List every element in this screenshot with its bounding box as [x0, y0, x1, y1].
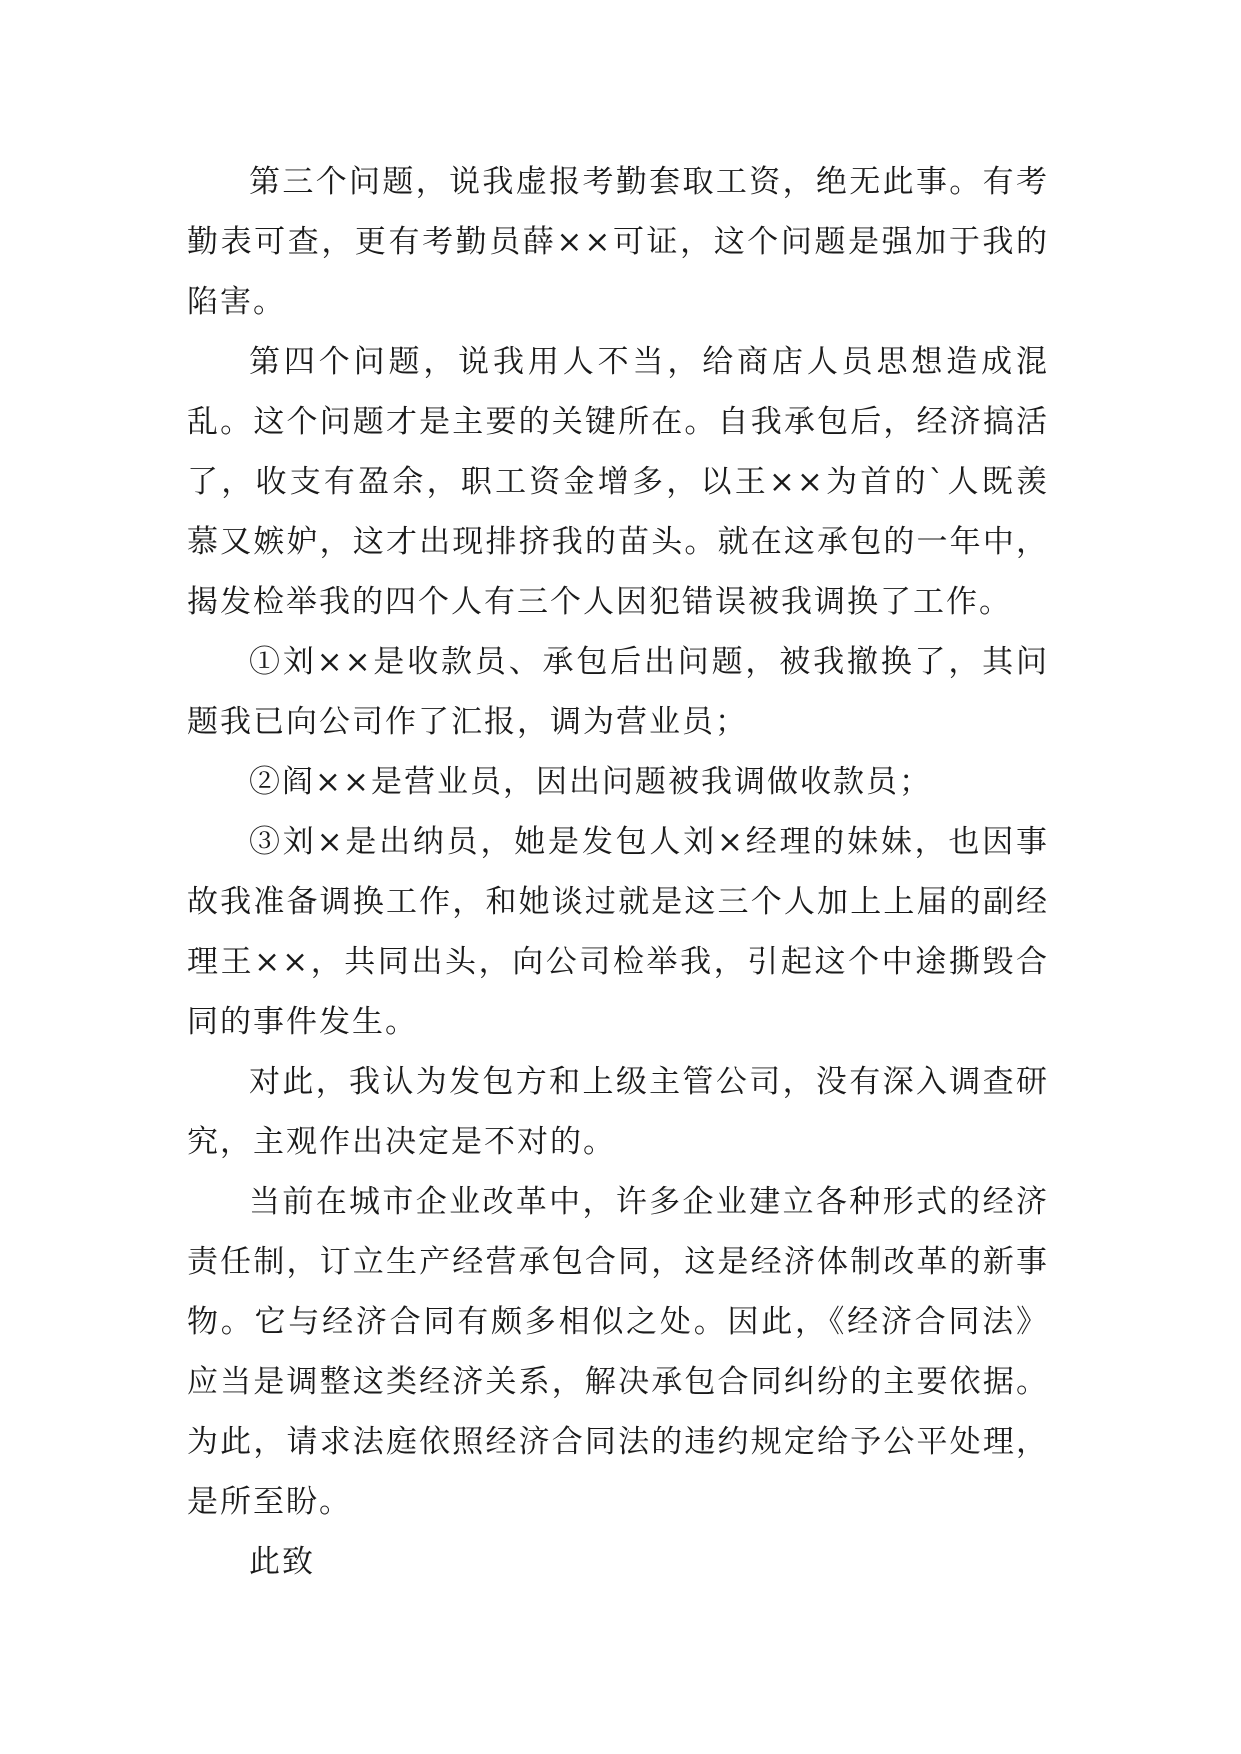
paragraph-closing: 此致 — [249, 1544, 315, 1580]
paragraph-request: 当前在城市企业改革中，许多企业建立各种形式的经济责任制，订立生产经营承包合同，这是经济体制改革的新事物。它与经济合同有颇多相似之处。因此，《经济合同法》应当是调整这类经济关系，解决承包合同纠纷的主要依据。为此，请求法庭依照经济合同法的违约规定给予公平处理，是所至盼。 — [187, 1184, 1049, 1520]
paragraph-item-two: ②阎××是营业员，因出问题被我调做收款员； — [249, 764, 932, 800]
paragraph-opinion: 对此，我认为发包方和上级主管公司，没有深入调查研究，主观作出决定是不对的。 — [187, 1064, 1049, 1160]
paragraph-problem-four: 第四个问题，说我用人不当，给商店人员思想造成混乱。这个问题才是主要的关键所在。自我承包后，经济搞活了，收支有盈余，职工资金增多，以王××为首的`人既羡慕又嫉妒，这才出现排挤我的苗头。就在这承包的一年中，揭发检举我的四个人有三个人因犯错误被我调换了工作。 — [187, 344, 1049, 620]
document-body — [187, 152, 1049, 1592]
paragraph-problem-three: 第三个问题，说我虚报考勤套取工资，绝无此事。有考勤表可查，更有考勤员薛××可证，这个问题是强加于我的陷害。 — [187, 164, 1049, 320]
paragraph-item-three: ③刘×是出纳员，她是发包人刘×经理的妹妹，也因事故我准备调换工作，和她谈过就是这三个人加上上届的副经理王××，共同出头，向公司检举我，引起这个中途撕毁合同的事件发生。 — [187, 824, 1049, 1040]
paragraph-item-one: ①刘××是收款员、承包后出问题，被我撤换了，其问题我已向公司作了汇报，调为营业员； — [187, 644, 1049, 740]
